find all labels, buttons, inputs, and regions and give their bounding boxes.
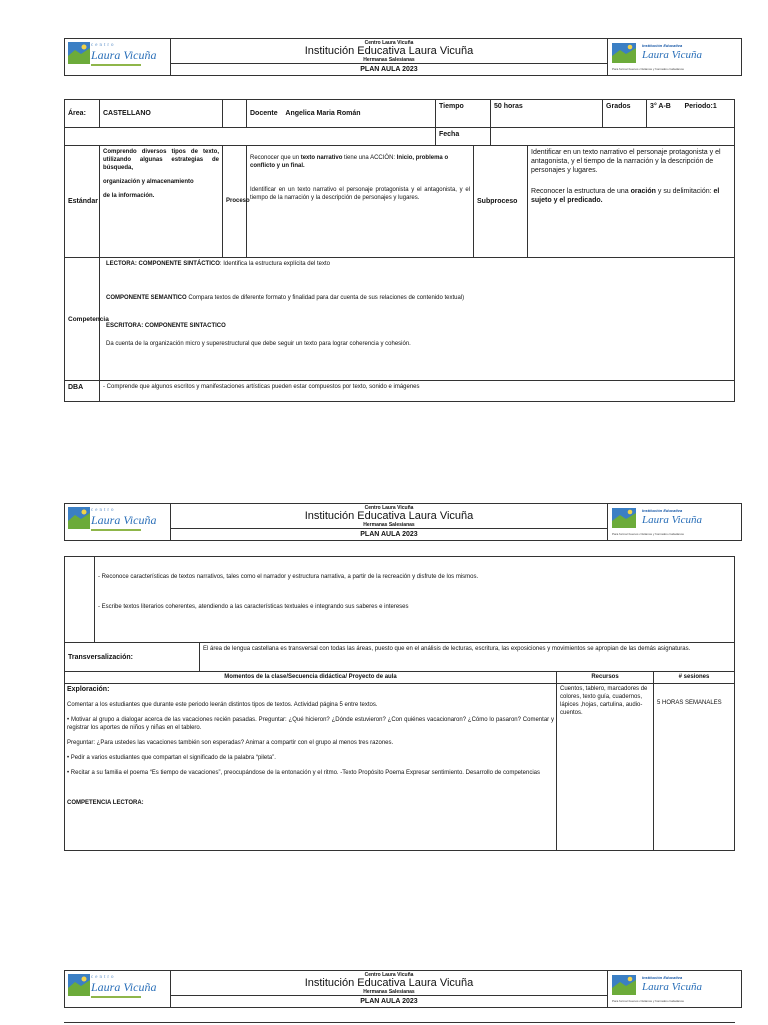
proceso-label: Proceso (223, 146, 247, 258)
school-subtitle: Centro Laura Vicuña (364, 40, 414, 46)
competencia-label: Competencia (65, 258, 100, 380)
fecha-label: Fecha (436, 128, 491, 146)
docente-value: Angelica Maria Román (285, 110, 361, 118)
institution-name: Institución Educativa Laura Vicuña (304, 45, 474, 57)
area-label: Área: (65, 100, 100, 128)
grados-periodo-cell (647, 100, 735, 128)
activity-item: • Motivar al grupo a dialogar acerca de las vacaciones recién pasadas. Preguntar: ¿Qué hicieron? ¿Dónde estuvieron? ¿Con quiénes vacacionaron? ¿Cómo lo pasaron? Comentar y registrar los aportes de niños y niñas en el tablero. (67, 717, 554, 731)
school-logo-right: Institución Educativa Laura Vicuña Para formar buenos cristianos y honrados ciudadanos (608, 504, 742, 541)
periodo-label: Periodo:1 (684, 103, 717, 110)
landscape-logo-icon (612, 508, 636, 528)
transversalizacion-value: El área de lengua castellana es transversal con todas las áreas, puesto que en el análisis de lecturas, escritura, las exposiciones y movimientos se apropian de las demás asignaturas. (200, 643, 735, 672)
area-value: CASTELLANO (100, 100, 223, 128)
activity-item: Comentar a los estudiantes que durante este periodo leerán distintos tipos de textos. Actividad página 5 entre textos. (67, 702, 378, 708)
school-logo-text: centro Laura Vicuña (91, 975, 157, 994)
docente-cell (247, 100, 436, 128)
transversalizacion-label: Transversalización: (65, 643, 200, 672)
grados-label: Grados (606, 103, 631, 110)
logo-underline (91, 996, 141, 998)
col-header-recursos: Recursos (557, 672, 654, 684)
col-header-sesiones: # sesiones (654, 672, 735, 684)
tiempo-label: Tiempo (436, 100, 491, 128)
page-header-2 (64, 503, 742, 540)
order-name: Hermanas Salesianas (363, 57, 415, 63)
col-header-momentos: Momentos de la clase/Secuencia didáctica/ Proyecto de aula (65, 672, 557, 684)
landscape-logo-icon (68, 507, 90, 529)
fecha-value (491, 128, 735, 146)
page-header-3 (64, 970, 742, 1007)
page-header-1 (64, 38, 742, 75)
competencia-content: LECTORA: COMPONENTE SINTÁCTICO: Identifica la estructura explícita del texto COMPONENTE SEMANTICO Compara textos de diferente formato y finalidad para dar cuenta de sus relaciones de contenido textual) ESCRITORA: COMPONENTE SINTACTICO Da cuenta de la organización micro y superestructural que debe seguir un texto para lograr coherencia y cohesión. (100, 258, 735, 380)
school-logo-left (65, 504, 171, 541)
logo-underline (91, 529, 141, 531)
activity-item: • Pedir a varios estudiantes que compartan el significado de la palabra “pileta”. (67, 755, 276, 761)
sesiones-content: 5 HORAS SEMANALES (654, 684, 735, 851)
school-logo-text: centro Laura Vicuña (91, 43, 157, 62)
estandar-label: Estándar (65, 146, 100, 258)
institution-title-cell: Centro Laura Vicuña Institución Educativa Laura Vicuña Hermanas Salesianas (171, 504, 608, 529)
subproceso-content: Identificar en un texto narrativo el personaje protagonista y el antagonista, y el tiempo de la narración y la descripción de personajes y lugares. Reconocer la estructura de una oración y su delimitación: el sujeto y el predicado. (528, 146, 735, 258)
estandar-content: Comprendo diversos tipos de texto, utilizando algunas estrategias de búsqueda, organización y almacenamiento de la información. (100, 146, 223, 258)
plan-title: PLAN AULA 2023 (171, 996, 608, 1008)
school-logo-right: Institución Educativa Laura Vicuña Para formar buenos cristianos y honrados ciudadanos (608, 39, 742, 76)
docente-label: Docente (250, 110, 278, 118)
activity-item: • Recitar a su familia el poema “Es tiempo de vacaciones”, preocupándose de la entonación y el ritmo. -Texto Propósito Poema Expresar sentimiento. Desarrollo de competencias (67, 770, 541, 776)
dba-value: - Comprende que algunos escritos y manifestaciones artísticas pueden estar compuestos por texto, sonido e imágenes (100, 380, 735, 401)
subproceso-label: Subproceso (474, 146, 528, 258)
school-logo-text: centro Laura Vicuña (91, 508, 157, 527)
recursos-content: Cuentos, tablero, marcadores de colores, texto guía, cuadernos, lápices ,hojas, cartulina, audio- cuentos. (557, 684, 654, 851)
landscape-logo-icon (68, 42, 90, 64)
grados-cell (603, 100, 647, 128)
activity-item: Preguntar: ¿Para ustedes las vacaciones también son esperadas? Animar a compartir con el grupo al menos tres razones. (67, 740, 394, 746)
plan-title: PLAN AULA 2023 (171, 64, 608, 76)
dba-item: - Reconoce características de textos narrativos, tales como el narrador y estructura narrativa, a partir de la recreación y disfrute de los mismos. (98, 574, 479, 580)
momentos-content (65, 684, 557, 851)
dba-label: DBA (65, 380, 100, 401)
exploracion-heading: Exploración: (67, 686, 110, 693)
plan-title: PLAN AULA 2023 (171, 529, 608, 541)
dba-list (95, 557, 735, 643)
institution-title-cell (171, 39, 608, 64)
tiempo-value: 50 horas (491, 100, 603, 128)
grados-value: 3° A-B (650, 103, 671, 110)
school-logo-left (65, 971, 171, 1008)
logo-underline (91, 64, 141, 66)
institution-title-cell: Centro Laura Vicuña Institución Educativa Laura Vicuña Hermanas Salesianas (171, 971, 608, 996)
plan-sequence-table (64, 556, 735, 862)
school-logo-right: Institución Educativa Laura Vicuña Para formar buenos cristianos y honrados ciudadanos (608, 971, 742, 1008)
school-logo-left (65, 39, 171, 76)
landscape-logo-icon (68, 974, 90, 996)
landscape-logo-icon (612, 43, 636, 63)
dba-item: - Escribe textos literarios coherentes, atendiendo a las características textuales e integrando sus saberes e intereses (98, 604, 409, 610)
plan-summary-table (64, 99, 735, 402)
competencia-lectora-heading: COMPETENCIA LECTORA: (67, 800, 144, 806)
proceso-content: Reconocer que un texto narrativo tiene una ACCIÓN: Inicio, problema o conflicto y un final. Identificar en un texto narrativo el personaje protagonista y el antagonista, y el tiempo de la narración y la descripción de personajes y lugares. (247, 146, 474, 258)
landscape-logo-icon (612, 975, 636, 995)
